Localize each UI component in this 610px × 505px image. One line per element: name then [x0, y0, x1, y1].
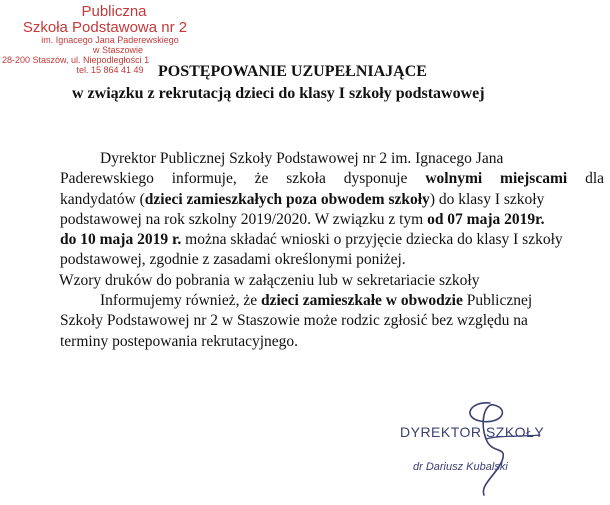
body-text: Dyrektor Publicznej Szkoły Podstawowej nr 2 im. Ignacego Jana	[100, 150, 504, 167]
handwritten-signature	[450, 395, 560, 503]
body-text: Publicznej	[466, 292, 533, 310]
signature-name: dr Dariusz Kubalski	[413, 461, 508, 473]
emphasis-text: dzieci zamieszkałe w obwodzie	[260, 292, 463, 310]
body-text: ) do klasy I szkoły	[429, 190, 545, 208]
body-text: podstawowej na rok szkolny 2019/2020. W związku z tym	[60, 210, 424, 228]
body-text: kandydatów (	[60, 190, 145, 208]
emphasis-text: dzieci zamieszkałych poza obwodem szkoły	[144, 190, 430, 208]
body-text: terminy postepowania rekrutacyjnego.	[60, 332, 299, 350]
signature-title: DYREKTOR SZKOŁY	[400, 424, 545, 440]
body-line	[60, 169, 604, 189]
body-line	[60, 210, 604, 230]
stamp-line: tel. 15 864 41 49	[76, 65, 144, 75]
emphasis-text: wolnymi miejscami	[425, 170, 568, 188]
body-line	[60, 291, 604, 311]
stamp-line: Publiczna	[81, 3, 147, 20]
body-line	[60, 230, 604, 250]
body-line	[60, 332, 604, 352]
stamp-line: 28-200 Staszów, ul. Niepodległości 1	[2, 55, 150, 65]
document-body	[60, 149, 604, 352]
body-text: Wzory druków do pobrania w załączeniu lub w sekretariacie szkoły	[59, 271, 480, 289]
body-line	[60, 250, 604, 270]
body-line	[60, 190, 604, 210]
body-text: dla	[585, 170, 605, 188]
body-line	[60, 311, 604, 331]
emphasis-text: do 10 maja 2019 r.	[60, 231, 182, 249]
body-text: podstawowej, zgodnie z zasadami określonymi poniżej.	[60, 251, 406, 269]
body-text: Szkoły Podstawowej nr 2 w Staszowie może rodzic zgłosić bez względu na	[60, 312, 528, 330]
emphasis-text: od 07 maja 2019r.	[427, 210, 545, 228]
document-subtitle: w związku z rekrutacją dzieci do klasy I szkoły podstawowej	[72, 85, 485, 102]
body-text: Informujemy również, że	[100, 292, 258, 310]
body-line	[59, 271, 604, 291]
stamp-line: Szkoła Podstawowa nr 2	[22, 19, 188, 36]
body-line	[60, 149, 604, 169]
stamp-line: im. Ignacego Jana Paderewskiego	[41, 35, 179, 45]
document-title: POSTĘPOWANIE UZUPEŁNIAJĄCE	[158, 63, 427, 80]
stamp-line: w Staszowie	[92, 45, 144, 55]
body-text: można składać wnioski o przyjęcie dziecka do klasy I szkoły	[185, 231, 563, 249]
body-text: Paderewskiego informuje, że szkoła dysponuje	[60, 170, 408, 188]
